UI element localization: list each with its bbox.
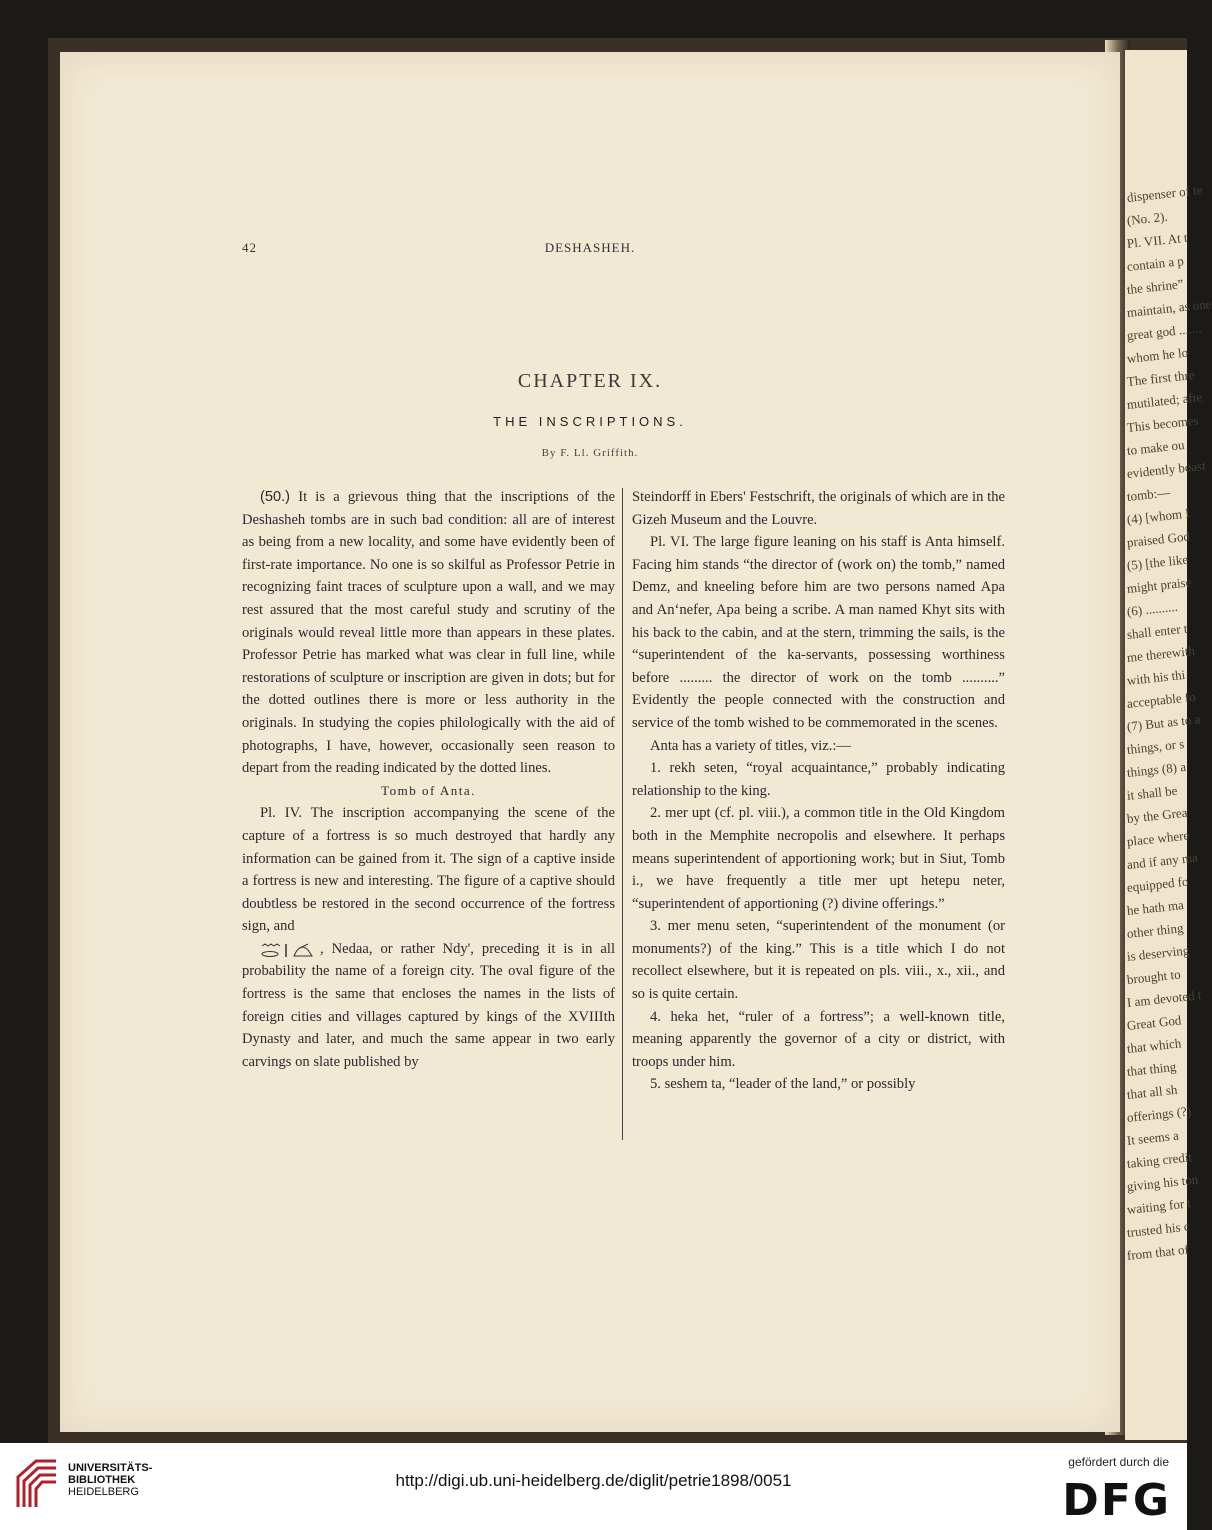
next-page-fragment: with his thi <box>1126 666 1186 688</box>
page-number: 42 <box>242 240 257 255</box>
title-item-5: 5. seshem ta, “leader of the land,” or possibly <box>650 1076 916 1093</box>
next-page-fragment: it shall be <box>1126 782 1179 803</box>
next-page-fragment: things (8) a <box>1126 758 1187 780</box>
next-page-fragment: from that of <box>1126 1241 1190 1263</box>
title-item-3: 3. mer menu seten, “superintendent of the monument (or monuments?) of the king.” This is a title which I do not recollect elsewhere, but it is repeated on pls. viii., x., xii., and so is quite certain. <box>632 918 1005 1003</box>
hieroglyph-group-icon <box>242 942 320 958</box>
next-page-fragment: tomb:— <box>1126 484 1171 504</box>
paragraph-titles-intro: Anta has a variety of titles, viz.:— <box>650 737 852 754</box>
next-page-fragment: brought to <box>1126 966 1182 987</box>
next-page-fragment: to make ou <box>1126 437 1186 458</box>
next-page-fragment: things, or s <box>1126 736 1185 757</box>
permalink-url[interactable]: http://digi.ub.uni-heidelberg.de/diglit/petrie1898/0051 <box>395 1471 792 1490</box>
next-page-fragment: dispenser of te <box>1126 182 1204 205</box>
next-page-fragment: place where <box>1126 827 1190 849</box>
next-page-fragment: giving his ton <box>1126 1171 1199 1194</box>
paragraph-pl-iv: Pl. IV. The inscription accompanying the scene of the capture of a fortress is so much destroyed that hardly any information can be gained from it. The sign of a captive inside a fortress is new and interesting. The figure of a captive should doubtless be restored in the second occurrence of the fortress sign, and , Nedaa, or rather Ndy', preceding it is in all probability the name of a foreign city. The oval figure of the fortress is the same that encloses the names in the lists of foreign cities and villages captured by kings of the XVIIIth Dynasty and later, and much the same appear in two early carvings on slate published by <box>242 805 615 1070</box>
next-page-fragment: This becomes <box>1126 412 1200 435</box>
next-page-fragment: whom he lo <box>1126 344 1189 366</box>
next-page-fragment: Pl. VII. At t <box>1126 229 1189 251</box>
next-page-fragment: shall enter t <box>1126 620 1189 642</box>
book-page <box>60 52 1120 1432</box>
next-page-fragment: waiting for t <box>1126 1195 1192 1217</box>
library-name: UNIVERSITÄTS- BIBLIOTHEK HEIDELBERG <box>68 1462 153 1498</box>
paragraph-50: (50.) It is a grievous thing that the inscriptions of the Deshasheh tombs are in such bad condition: all are of interest as being from a new locality, and some have evidently been of first-rate importance. No one is so skilful as Professor Petrie in recognizing faint traces of sculpture upon a wall, and we may rest assured that the most careful study and scrutiny of the originals would reveal little more than appears in these plates. Professor Petrie has marked what was clear in full line, while restorations of sculpture or inscription are given in dots; but for the dotted outlines there is more or less authority in the originals. In studying the copies philologically with the aid of photographs, I have, however, occasionally seen reason to depart from the reading indicated by the dotted lines. <box>242 489 615 777</box>
next-page-fragment: great god ....... <box>1126 320 1203 343</box>
next-page-fragment: me therewith <box>1126 642 1196 665</box>
next-page-edge <box>1125 50 1212 1440</box>
next-page-fragment: mutilated; afte <box>1126 389 1203 412</box>
next-page-fragment: It seems a <box>1126 1127 1180 1148</box>
next-page-fragment: taking credit <box>1126 1149 1193 1171</box>
next-page-fragment: evidently boast <box>1126 457 1207 481</box>
section-heading: Tomb of Anta. <box>381 782 476 798</box>
next-page-fragment: (7) But as to a <box>1126 711 1201 734</box>
funded-by-label: gefördert durch die <box>1068 1455 1169 1469</box>
paragraph-continued: Steindorff in Ebers' Festschrift, the originals of which are in the Gizeh Museum and the Louvre. <box>632 489 1005 528</box>
next-page-fragment: contain a p <box>1126 253 1185 274</box>
next-page-fragment: might praise <box>1126 574 1193 596</box>
right-column <box>632 486 1005 1096</box>
next-page-fragment: Great God <box>1126 1012 1182 1033</box>
title-item-2: 2. mer upt (cf. pl. viii.), a common title in the Old Kingdom both in the Memphite necropolis and elsewhere. It perhaps means superintendent of apportioning work; but in Siut, Tomb i., we have frequently a title mer upt hetepu neter, “superintendent of apportioning (?) divine offerings.” <box>632 805 1005 912</box>
column-divider <box>622 488 623 1140</box>
left-column <box>242 486 615 1073</box>
next-page-fragment: offerings (?) <box>1126 1103 1192 1125</box>
next-page-fragment: and if any ma <box>1126 849 1199 872</box>
next-page-fragment: (5) [the like <box>1126 551 1189 573</box>
next-page-fragment: acceptable fo <box>1126 688 1197 711</box>
next-page-fragment: other thing <box>1126 920 1185 941</box>
next-page-fragment: by the Grea <box>1126 804 1189 826</box>
next-page-fragment: trusted his c <box>1126 1218 1191 1240</box>
next-page-fragment: maintain, as one <box>1126 296 1212 320</box>
viewer-footer <box>0 1443 1187 1530</box>
title-item-4: 4. heka het, “ruler of a fortress”; a well-known title, meaning apparently the governor of a city or district, with troops under him. <box>632 1008 1005 1070</box>
next-page-fragment: The first thre <box>1126 366 1196 389</box>
next-page-fragment: that all sh <box>1126 1081 1179 1102</box>
next-page-fragment: (No. 2). <box>1126 208 1169 228</box>
chapter-subtitle: THE INSCRIPTIONS. <box>493 414 687 429</box>
section-number: (50.) <box>260 489 291 505</box>
next-page-fragment: praised God <box>1126 528 1191 550</box>
next-page-fragment: (4) [whom I <box>1126 505 1191 527</box>
next-page-fragment: is deserving <box>1126 942 1190 964</box>
next-page-fragment: equipped fo <box>1126 873 1190 895</box>
next-page-fragment: he hath ma <box>1126 897 1185 918</box>
chapter-title: CHAPTER IX. <box>517 370 663 392</box>
dfg-logo: DFG <box>1062 1475 1171 1526</box>
title-item-1: 1. rekh seten, “royal acquaintance,” probably indicating relationship to the king. <box>632 760 1005 799</box>
next-page-fragment: the shrine” <box>1126 276 1185 297</box>
author-byline: By F. Ll. Griffith. <box>541 447 639 459</box>
next-page-fragment: that which <box>1126 1035 1182 1056</box>
next-page-fragment: that thing <box>1126 1058 1177 1079</box>
paragraph-pl-vi: Pl. VI. The large figure leaning on his staff is Anta himself. Facing him stands “the director of (work on) the tomb,” named Demz, and kneeling before him are two persons named Apa and An‘nefer, Apa being a scribe. A man named Khyt sits with his back to the cabin, and at the stern, trimming the sails, is the “superintendent of the ka-servants, possessing worthiness before ......... the director of work on the tomb ..........” Evidently the people connected with the construction and service of the tomb wished to be commemorated in the scenes. <box>632 534 1005 731</box>
next-page-fragment: (6) .......... <box>1126 598 1179 619</box>
next-page-fragment: I am devoted t <box>1126 987 1203 1010</box>
running-title: DESHASHEH. <box>544 240 636 255</box>
